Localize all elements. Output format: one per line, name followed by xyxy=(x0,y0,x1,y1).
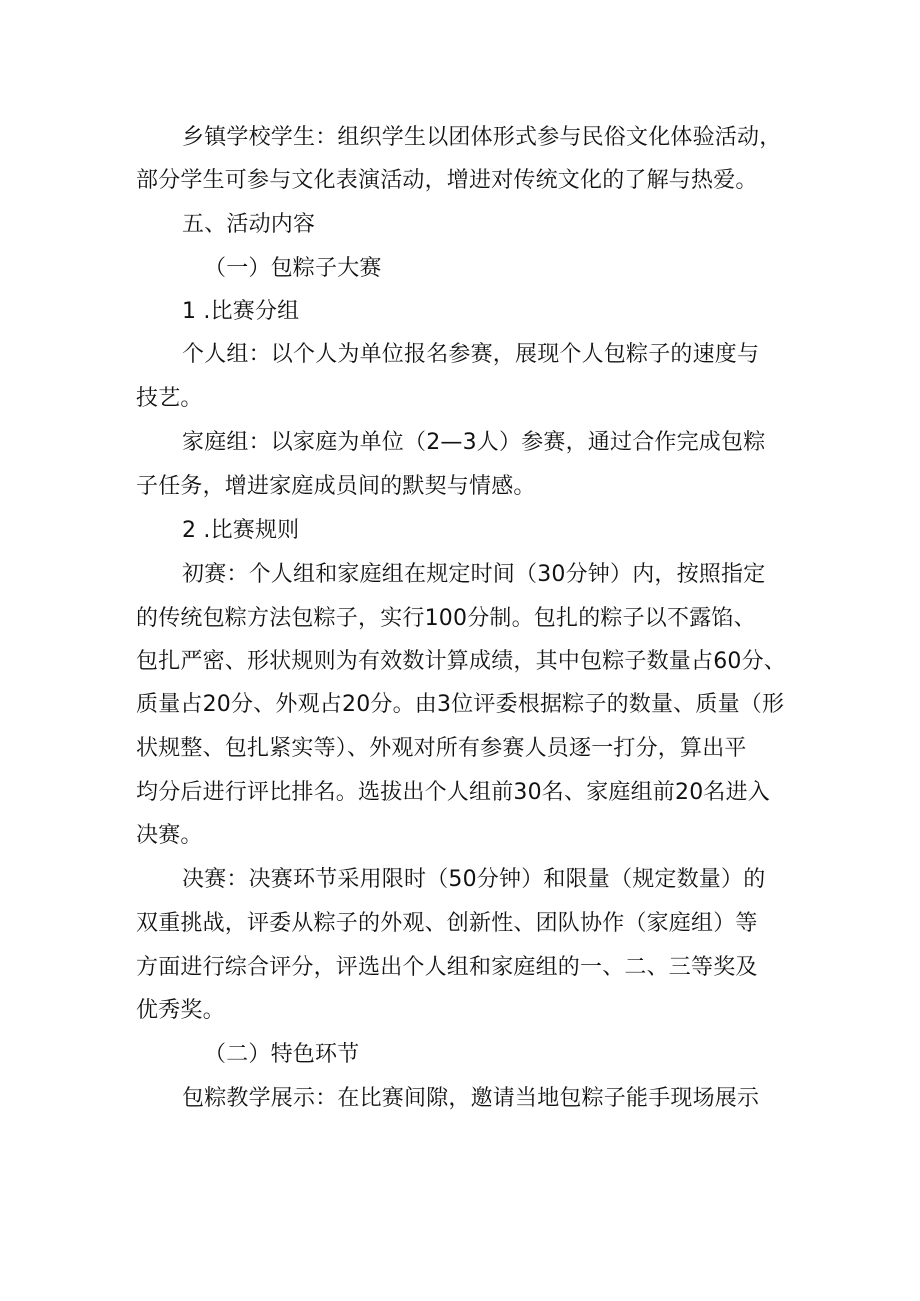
paragraph-line: 子任务，增进家庭成员间的默契与情感。 xyxy=(136,474,536,499)
subsection-heading: （二）特色环节 xyxy=(204,1042,360,1067)
paragraph-line: 决赛：决赛环节采用限时（50分钟）和限量（规定数量）的 xyxy=(182,867,766,892)
numbered-heading: 2 .比赛规则 xyxy=(182,518,300,543)
paragraph-line: 包扎严密、形状规则为有效数计算成绩，其中包粽子数量占60分、 xyxy=(136,649,786,674)
paragraph-line: 均分后进行评比排名。选拔出个人组前30名、家庭组前20名进入 xyxy=(136,780,770,805)
paragraph-line: 家庭组：以家庭为单位（2—3人）参赛，通过合作完成包粽 xyxy=(182,430,766,455)
paragraph-line: 决赛。 xyxy=(136,823,203,848)
numbered-heading: 1 .比赛分组 xyxy=(182,299,300,324)
paragraph-line: 的传统包粽方法包粽子，实行100分制。包扎的粽子以不露馅、 xyxy=(136,606,756,631)
paragraph-line: 双重挑战，评委从粽子的外观、创新性、团队协作（家庭组）等 xyxy=(136,911,758,936)
paragraph-line: 状规整、包扎紧实等）、外观对所有参赛人员逐一打分，算出平 xyxy=(136,736,747,761)
paragraph-line: 部分学生可参与文化表演活动，增进对传统文化的了解与热爱。 xyxy=(136,168,758,193)
paragraph-line: 乡镇学校学生：组织学生以团体形式参与民俗文化体验活动， xyxy=(182,125,782,150)
paragraph-line: 初赛：个人组和家庭组在规定时间（30分钟）内，按照指定 xyxy=(182,562,766,587)
paragraph-line: 技艺。 xyxy=(136,386,203,411)
subsection-heading: （一）包粽子大赛 xyxy=(204,256,382,281)
paragraph-line: 包粽教学展示：在比赛间隙，邀请当地包粽子能手现场展示 xyxy=(182,1086,760,1111)
paragraph-line: 优秀奖。 xyxy=(136,998,225,1023)
paragraph-line: 质量占20分、外观占20分。由3位评委根据粽子的数量、质量（形 xyxy=(136,692,785,717)
paragraph-line: 个人组：以个人为单位报名参赛，展现个人包粽子的速度与 xyxy=(182,342,760,367)
section-heading: 五、活动内容 xyxy=(182,212,316,237)
paragraph-line: 方面进行综合评分，评选出个人组和家庭组的一、二、三等奖及 xyxy=(136,955,758,980)
